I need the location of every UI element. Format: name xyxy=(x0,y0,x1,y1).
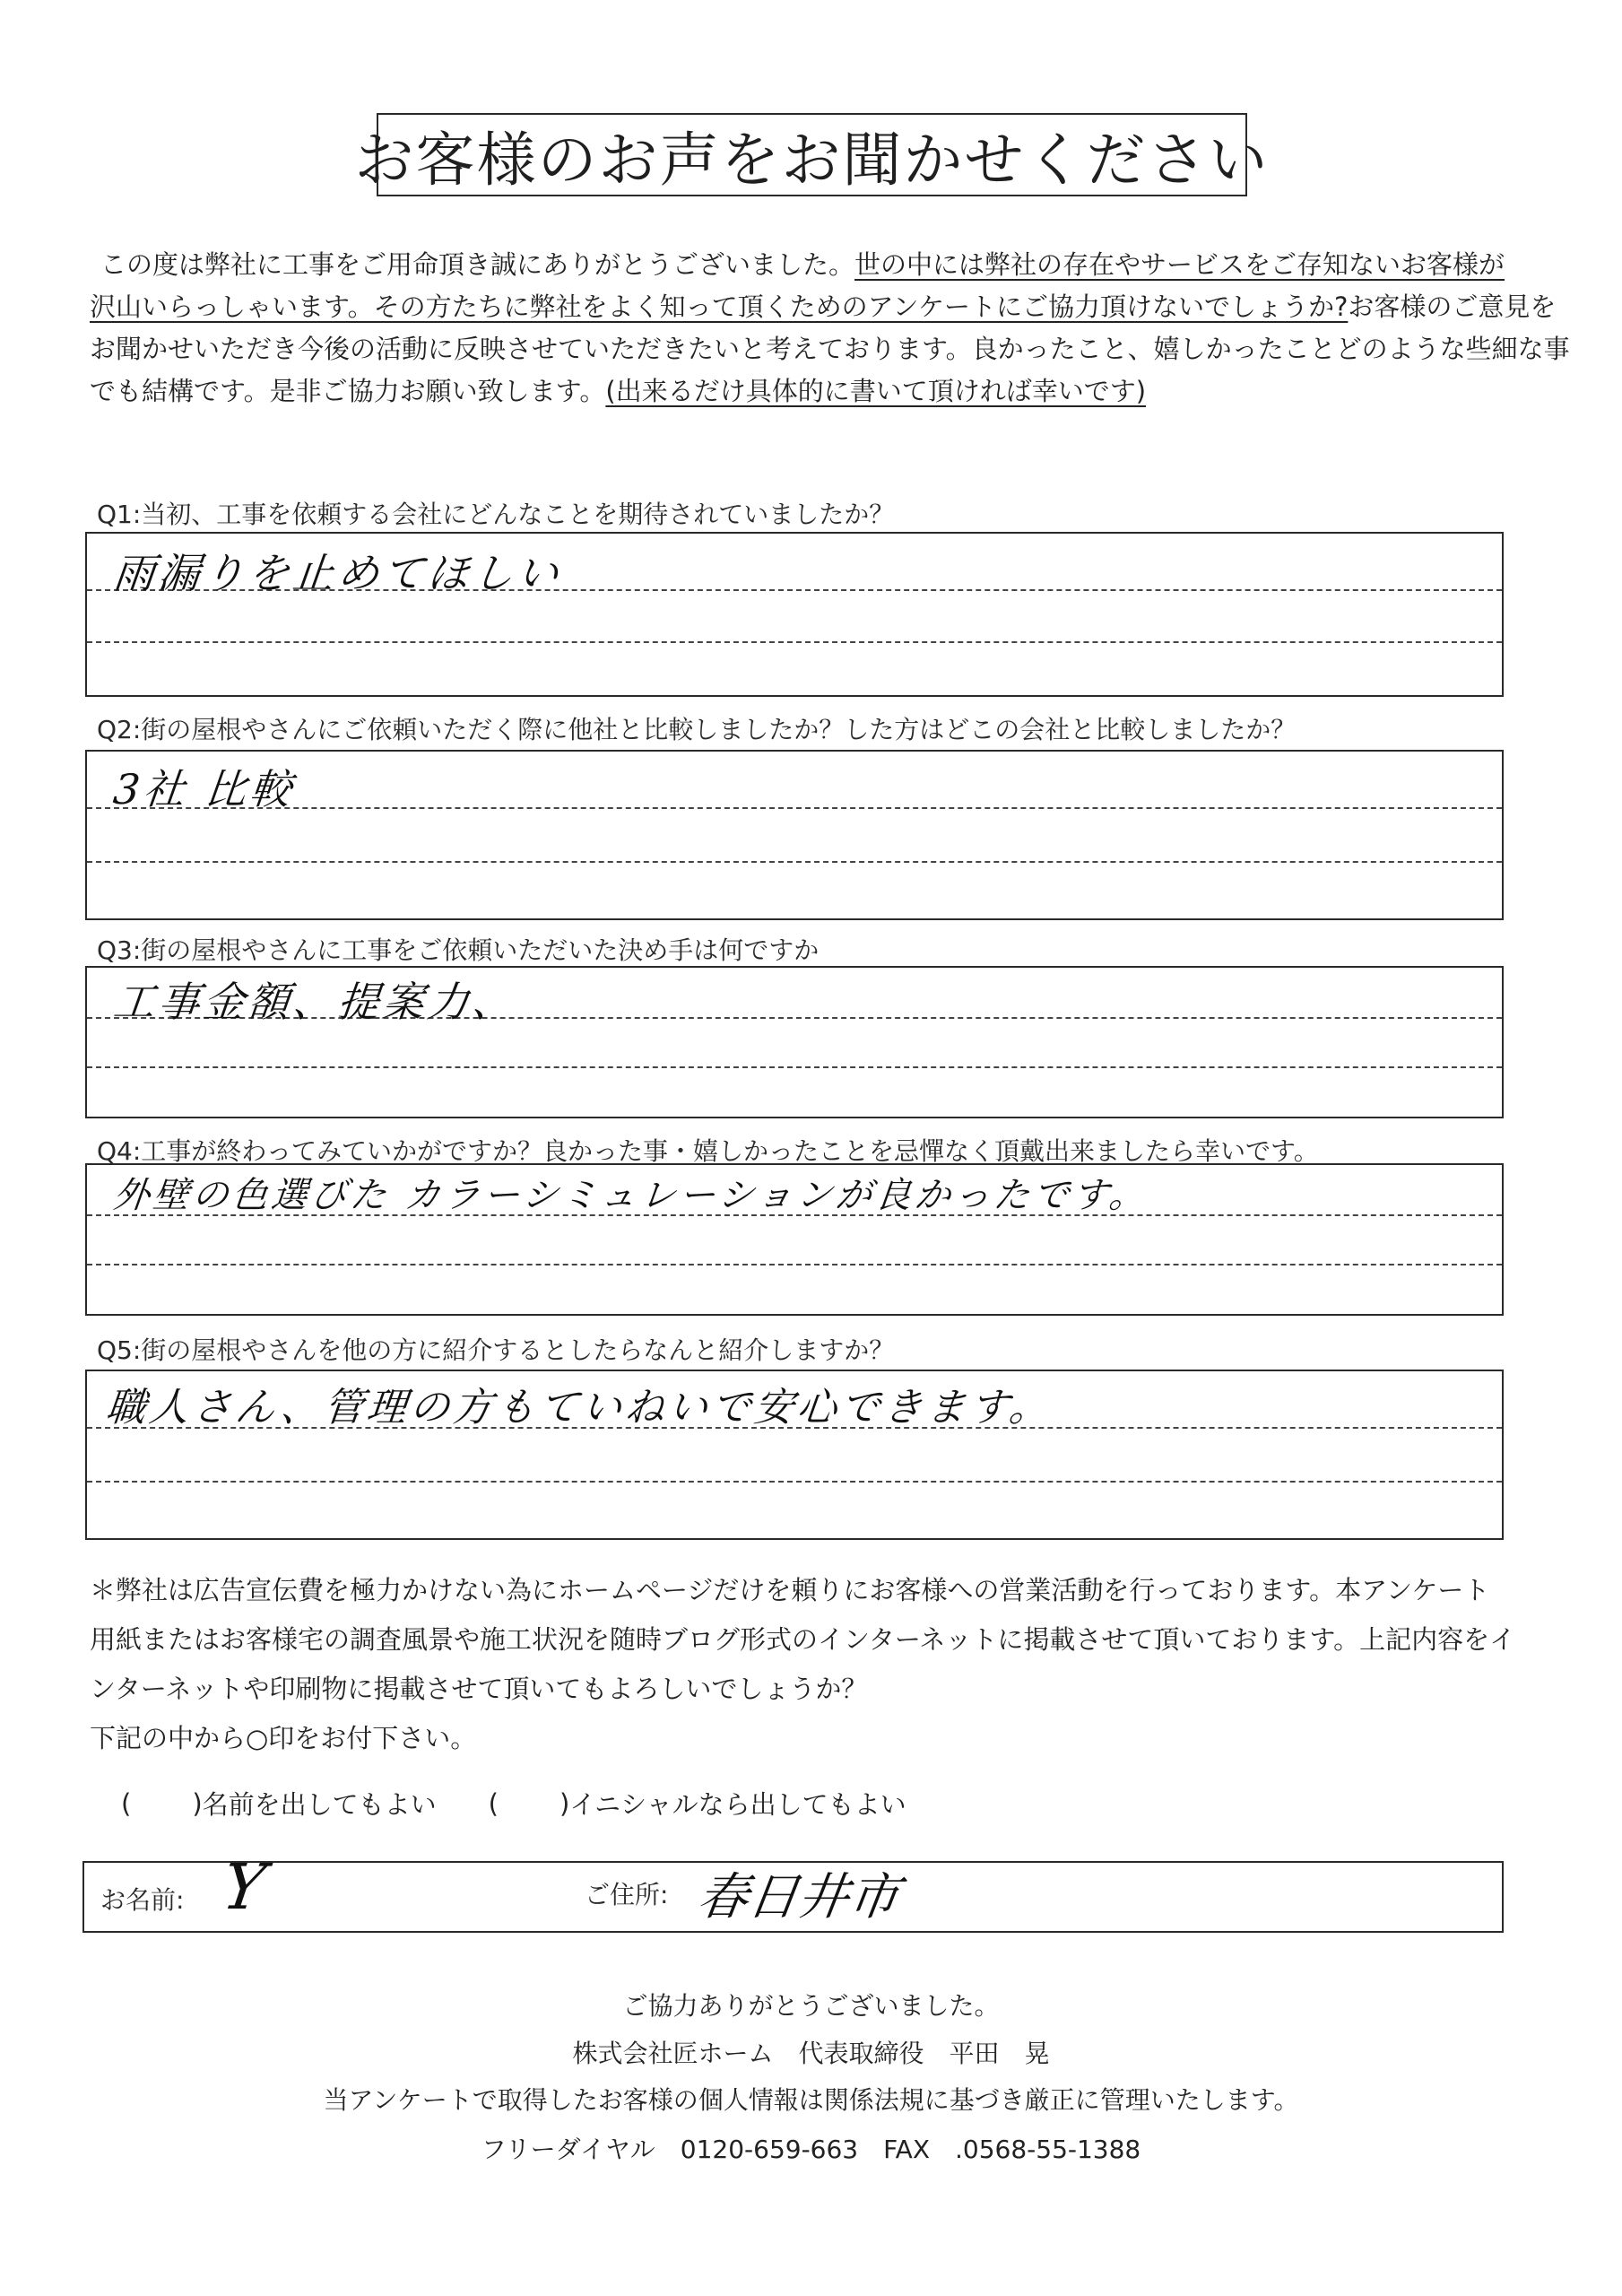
intro-paragraph xyxy=(90,244,1570,413)
intro-line-1 xyxy=(100,244,1535,286)
address-label: ご住所: xyxy=(585,1880,669,1909)
intro-line-3 xyxy=(90,328,1570,370)
customer-info-box xyxy=(82,1850,1504,1933)
intro-underlined-text: 沢山いらっしゃいます。その方たちに弊社をよく知って頂くためのアンケートにご協力頂けないでしょうか? xyxy=(90,291,1349,322)
answer-line xyxy=(87,1481,1502,1483)
question-label-q5: Q5:街の屋根やさんを他の方に紹介するとしたらなんと紹介しますか？ xyxy=(97,1335,895,1365)
answer-line xyxy=(87,807,1502,809)
intro-text: でも結構です。是非ご協力お願い致します。 xyxy=(90,376,606,406)
handwritten-answer-q3: 工事金額、提案力、 xyxy=(110,978,520,1026)
choice-label: 名前を出してもよい xyxy=(202,1789,437,1820)
footer-privacy: 当アンケートで取得したお客様の個人情報は関係法規に基づき厳正に管理いたします。 xyxy=(323,2085,1299,2115)
answer-box-q2[interactable] xyxy=(85,750,1504,920)
answer-line xyxy=(87,1264,1502,1265)
page-title: お客様のお声をお聞かせください xyxy=(354,126,1270,195)
question-label-q1: Q1:当初、工事を依頼する会社にどんなことを期待されていましたか？ xyxy=(97,500,895,529)
footer-company: 株式会社匠ホーム 代表取締役 平田 晃 xyxy=(572,2039,1050,2068)
handwritten-answer-q1: 雨漏りを止めてほしい xyxy=(110,549,565,597)
answer-line xyxy=(87,641,1502,643)
question-label-q4: Q4:工事が終わってみていかがですか？良かった事・嬉しかったことを忌憚なく頂戴出来ましたら幸いです。 xyxy=(97,1136,1319,1166)
name-label: お名前: xyxy=(100,1885,185,1915)
publication-choices xyxy=(121,1785,906,1822)
handwritten-answer-q2: 3社 比較 xyxy=(110,765,298,813)
intro-text: お客様のご意見を xyxy=(1348,291,1557,322)
intro-underlined-text: (出来るだけ具体的に書いて頂ければ幸いです) xyxy=(605,376,1147,406)
handwritten-answer-q4: 外壁の色選びた カラーシミュレーションが良かったです。 xyxy=(111,1175,1151,1216)
choice-open-paren: ( xyxy=(488,1787,499,1819)
answer-line xyxy=(87,861,1502,863)
address-field[interactable]: 春日井市 xyxy=(693,1868,903,1926)
answer-line xyxy=(87,1066,1502,1068)
answer-box-q1[interactable] xyxy=(85,532,1504,697)
notice-line: 用紙またはお客様宅の調査風景や施工状況を随時ブログ形式のインターネットに掲載させて頂いております。上記内容をイ xyxy=(90,1624,1516,1655)
notice-line: 下記の中から○印をお付下さい。 xyxy=(90,1723,477,1753)
choice-label: イニシャルなら出してもよい xyxy=(569,1789,906,1820)
answer-box-q3[interactable] xyxy=(85,966,1504,1118)
notice-line: ＊弊社は広告宣伝費を極力かけない為にホームページだけを頼りにお客様への営業活動を行っております。本アンケート xyxy=(90,1575,1490,1605)
notice-line: ンターネットや印刷物に掲載させて頂いてもよろしいでしょうか？ xyxy=(90,1674,868,1704)
title-box xyxy=(354,113,1270,196)
choice-close-paren: ) xyxy=(559,1787,570,1819)
footer-contact: フリーダイヤル 0120-659-663 FAX .0568-55-1388 xyxy=(481,2135,1141,2164)
choice-initials-ok[interactable] xyxy=(489,1785,906,1822)
answer-box-q5[interactable] xyxy=(85,1370,1504,1540)
publication-notice xyxy=(90,1566,1542,1763)
question-label-q3: Q3:街の屋根やさんに工事をご依頼いただいた決め手は何ですか xyxy=(97,935,820,965)
choice-name-ok[interactable] xyxy=(121,1785,437,1822)
footer-thanks: ご協力ありがとうございました。 xyxy=(622,1991,1000,2021)
intro-line-4 xyxy=(90,370,1535,413)
question-label-q2: Q2:街の屋根やさんにご依頼いただく際に他社と比較しましたか？した方はどこの会社と比較しましたか？ xyxy=(97,715,1297,744)
name-field[interactable]: Y xyxy=(218,1850,270,1924)
handwritten-answer-q5: 職人さん、管理の方もていねいで安心できます。 xyxy=(103,1385,1055,1431)
intro-underlined-text: 世の中には弊社の存在やサービスをご存知ないお客様が xyxy=(854,249,1505,280)
choice-close-paren: ) xyxy=(192,1787,203,1819)
choice-open-paren: ( xyxy=(121,1787,132,1819)
intro-text: お聞かせいただき今後の活動に反映させていただきたいと考えております。良かったこと、嬉しかったことどのような些細な事 xyxy=(90,334,1570,364)
answer-box-q4[interactable] xyxy=(85,1163,1504,1316)
intro-line-2 xyxy=(90,286,1557,328)
intro-text: この度は弊社に工事をご用命頂き誠にありがとうございました。 xyxy=(100,249,855,280)
